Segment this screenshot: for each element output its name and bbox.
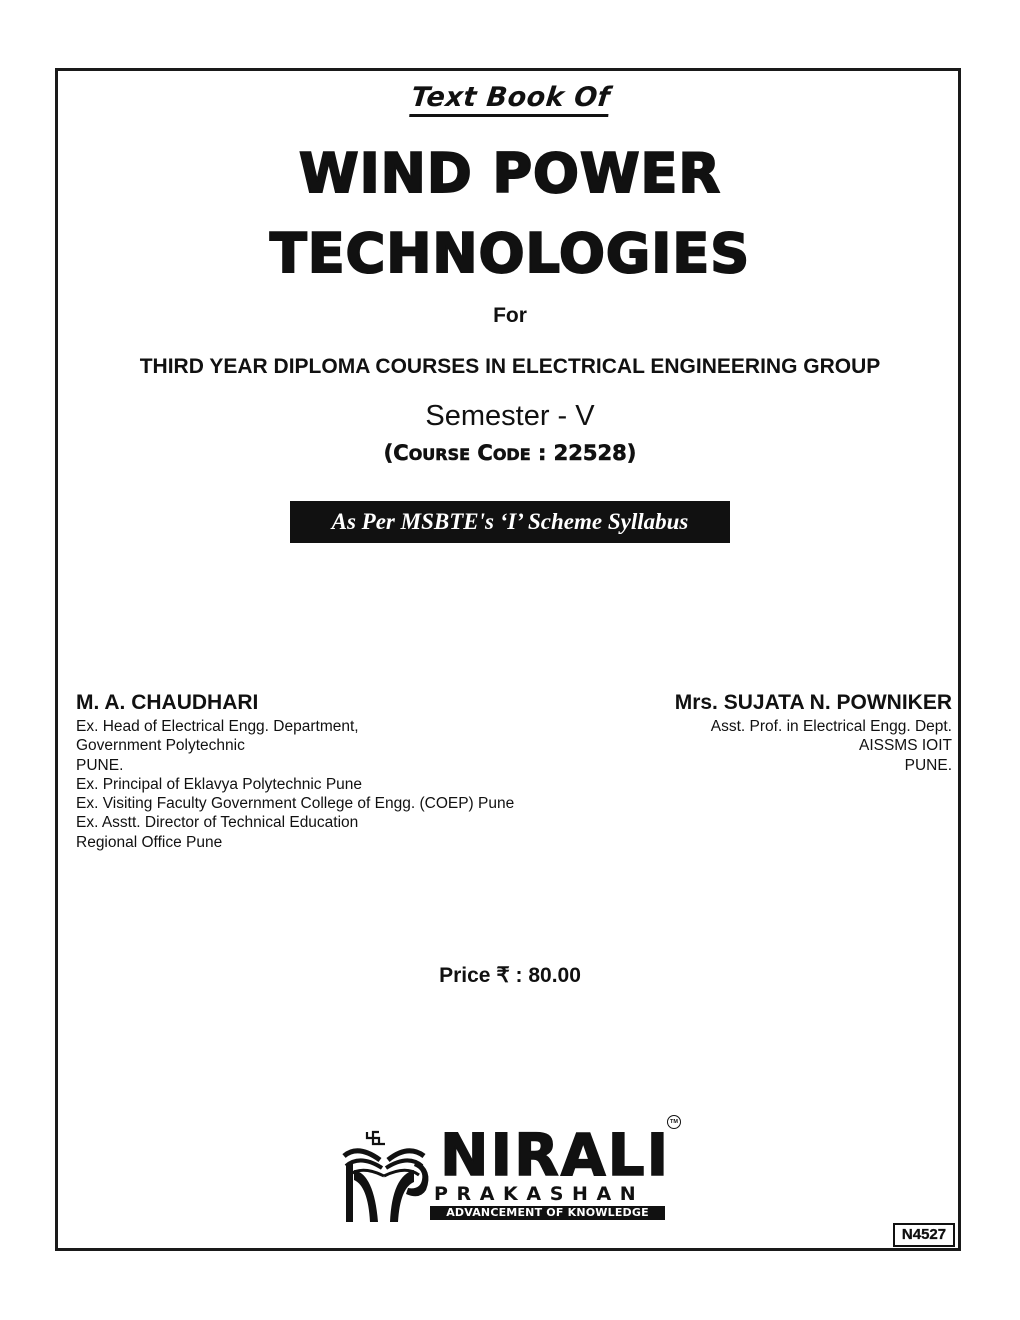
author-name: Mrs. SUJATA N. POWNIKER: [674, 691, 952, 714]
code-ode: ODE: [492, 445, 531, 464]
book-title-line2: TECHNOLOGIES: [269, 222, 751, 285]
author-credential: Ex. Principal of Eklavya Polytechnic Pune: [76, 775, 363, 793]
author-name: M. A. CHAUDHARI: [76, 691, 259, 714]
price: Price ₹ : 80.00: [439, 964, 581, 987]
text-book-label: [0, 82, 1020, 117]
author-credential: Government Polytechnic: [76, 737, 245, 755]
code-value: : 22528): [537, 441, 637, 465]
trademark-icon: TM: [667, 1115, 681, 1129]
code-paren: (: [383, 441, 394, 465]
author-credential: Ex. Asstt. Director of Technical Education: [76, 814, 359, 832]
text-book-label-text: Text Book Of: [409, 82, 611, 117]
publisher-tagline: ADVANCEMENT OF KNOWLEDGE: [430, 1206, 665, 1220]
publisher-subname: PRAKASHAN: [434, 1183, 645, 1205]
book-emblem-icon: [340, 1130, 435, 1222]
course-description: THIRD YEAR DIPLOMA COURSES IN ELECTRICAL ENGINEERING GROUP: [139, 355, 881, 378]
author-credential: Asst. Prof. in Electrical Engg. Dept.: [710, 718, 952, 735]
code-ourse: OURSE: [408, 445, 471, 464]
author-credential: PUNE.: [76, 756, 124, 774]
author-credential: PUNE.: [904, 756, 952, 774]
author-credential: AISSMS IOIT: [858, 737, 952, 755]
course-code: [0, 441, 1020, 465]
publisher-logo: [340, 1120, 685, 1220]
for-label: For: [493, 304, 527, 327]
book-code: N4527: [893, 1223, 955, 1247]
author-credential: Ex. Head of Electrical Engg. Department,: [76, 718, 359, 735]
code-c1: C: [393, 441, 409, 465]
author-credential: Regional Office Pune: [76, 833, 223, 851]
book-title-line1: WIND POWER: [299, 142, 721, 205]
author-credential: Ex. Visiting Faculty Government College of Engg. (COEP) Pune: [76, 795, 515, 813]
code-c2: C: [477, 441, 493, 465]
publisher-name: NIRALI: [440, 1121, 671, 1189]
semester-label: Semester - V: [425, 400, 595, 432]
scheme-banner: As Per MSBTE's ‘I’ Scheme Syllabus: [290, 501, 730, 543]
author-1: [76, 691, 596, 852]
author-2: [552, 691, 952, 775]
